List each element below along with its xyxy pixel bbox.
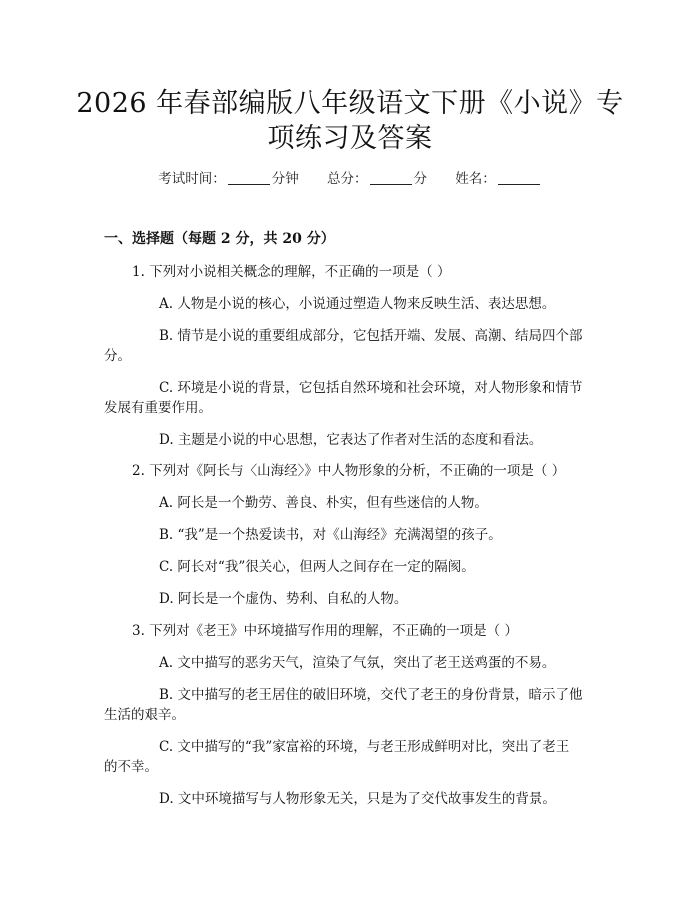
total-score-field [327,169,427,189]
question-3-option-c-cont: 的不幸。 [104,759,158,775]
question-3-option-c: C. 文中描写的“我”家富裕的环境，与老王形成鲜明对比，突出了老王 [159,739,570,755]
question-3-option-d: D. 文中环境描写与人物形象无关，只是为了交代故事发生的背景。 [159,791,556,807]
question-2-stem: 2. 下列对《阿长与〈山海经〉》中人物形象的分析，不正确的一项是（ ） [132,463,566,479]
total-score-unit: 分 [413,171,427,187]
question-1-option-c: C. 环境是小说的背景，它包括自然环境和社会环境，对人物形象和情节 [159,380,583,396]
question-3-option-a: A. 文中描写的恶劣天气，渲染了气氛，突出了老王送鸡蛋的不易。 [159,655,556,671]
question-2-option-d: D. 阿长是一个虚伪、势利、自私的人物。 [159,591,408,607]
student-name-blank [498,170,540,185]
section-heading-choice: 一、选择题（每题 2 分，共 20 分） [104,231,335,247]
question-1-option-d: D. 主题是小说的中心思想，它表达了作者对生活的态度和看法。 [159,432,543,448]
exam-info-line [0,169,700,189]
exam-time-blank [228,170,270,185]
question-1-stem: 1. 下列对小说相关概念的理解，不正确的一项是（ ） [132,264,451,280]
document-title-line-2: 项练习及答案 [267,123,433,154]
total-score-blank [370,170,412,185]
total-score-label: 总分： [327,171,368,187]
question-2-option-c: C. 阿长对“我”很关心，但两人之间存在一定的隔阂。 [159,559,475,575]
student-name-label: 姓名： [455,171,496,187]
document-title-line-1: 2026 年春部编版八年级语文下册《小说》专 [76,88,624,119]
exam-time-label: 考试时间： [158,171,226,187]
question-1-option-b-cont: 分。 [104,348,131,364]
question-1-option-b: B. 情节是小说的重要组成部分，它包括开端、发展、高潮、结局四个部 [159,328,583,344]
question-3-option-b-cont: 生活的艰辛。 [104,707,185,723]
question-2-option-a: A. 阿长是一个勤劳、善良、朴实，但有些迷信的人物。 [159,495,488,511]
student-name-field [455,169,542,189]
exam-time-unit: 分钟 [271,171,299,187]
question-1-option-a: A. 人物是小说的核心，小说通过塑造人物来反映生活、表达思想。 [159,296,556,312]
question-2-option-b: B. “我”是一个热爱读书，对《山海经》充满渴望的孩子。 [159,527,502,543]
exam-time-field [158,169,299,189]
question-3-stem: 3. 下列对《老王》中环境描写作用的理解，不正确的一项是（ ） [132,623,518,639]
question-1-option-c-cont: 发展有重要作用。 [104,400,212,416]
question-3-option-b: B. 文中描写的老王居住的破旧环境，交代了老王的身份背景，暗示了他 [159,687,583,703]
